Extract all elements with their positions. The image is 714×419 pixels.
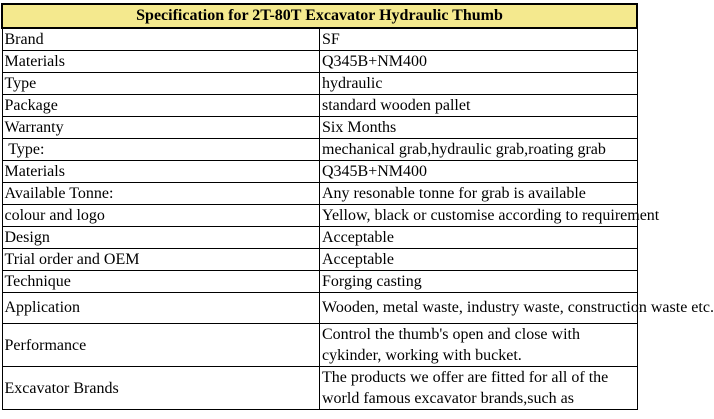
table-row [2, 161, 637, 183]
row-label-design: Design [2, 227, 320, 249]
row-value-available-tonne: Any resonable tonne for grab is available [320, 183, 638, 205]
table-row [2, 95, 637, 117]
row-label-warranty: Warranty [2, 117, 320, 139]
row-value-warranty: Six Months [320, 117, 638, 139]
row-value-trial-oem: Acceptable [320, 249, 638, 271]
table-row [2, 28, 637, 51]
row-value-materials: Q345B+NM400 [320, 51, 638, 73]
row-value-colour-logo: Yellow, black or customise according to requirement [320, 205, 638, 227]
row-label-brand: Brand [2, 28, 320, 51]
table-row [2, 73, 637, 95]
row-label-type: Type [2, 73, 320, 95]
row-label-application: Application [2, 293, 320, 324]
row-label-excavator-brands: Excavator Brands [2, 367, 320, 410]
table-row [2, 271, 637, 293]
row-value-excavator-brands: The products we offer are fitted for all of the world famous excavator brands,such as [320, 367, 638, 410]
row-label-technique: Technique [2, 271, 320, 293]
table-title: Specification for 2T-80T Excavator Hydraulic Thumb [2, 4, 637, 28]
table-row [2, 139, 637, 161]
table-row [2, 117, 637, 139]
row-value-performance: Control the thumb's open and close with cykinder, working with bucket. [320, 324, 638, 367]
row-value-package: standard wooden pallet [320, 95, 638, 117]
row-label-trial-oem: Trial order and OEM [2, 249, 320, 271]
table-row [2, 51, 637, 73]
row-label-performance: Performance [2, 324, 320, 367]
table-row [2, 249, 637, 271]
table-row [2, 367, 637, 410]
row-label-available-tonne: Available Tonne: [2, 183, 320, 205]
row-value-technique: Forging casting [320, 271, 638, 293]
row-value-grab-type: mechanical grab,hydraulic grab,roating grab [320, 139, 638, 161]
table-row [2, 183, 637, 205]
row-label-grab-type: Type: [2, 139, 320, 161]
table-row [2, 227, 637, 249]
row-label-colour-logo: colour and logo [2, 205, 320, 227]
row-value-design: Acceptable [320, 227, 638, 249]
row-label-package: Package [2, 95, 320, 117]
table-row [2, 324, 637, 367]
row-value-type: hydraulic [320, 73, 638, 95]
row-value-application: Wooden, metal waste, industry waste, construction waste etc. [320, 293, 638, 324]
specification-table [1, 3, 714, 410]
row-label-materials-2: Materials [2, 161, 320, 183]
table-row [2, 205, 637, 227]
table-row [2, 293, 637, 324]
row-value-brand: SF [320, 28, 638, 51]
row-value-materials-2: Q345B+NM400 [320, 161, 638, 183]
title-row [2, 4, 637, 28]
row-label-materials: Materials [2, 51, 320, 73]
